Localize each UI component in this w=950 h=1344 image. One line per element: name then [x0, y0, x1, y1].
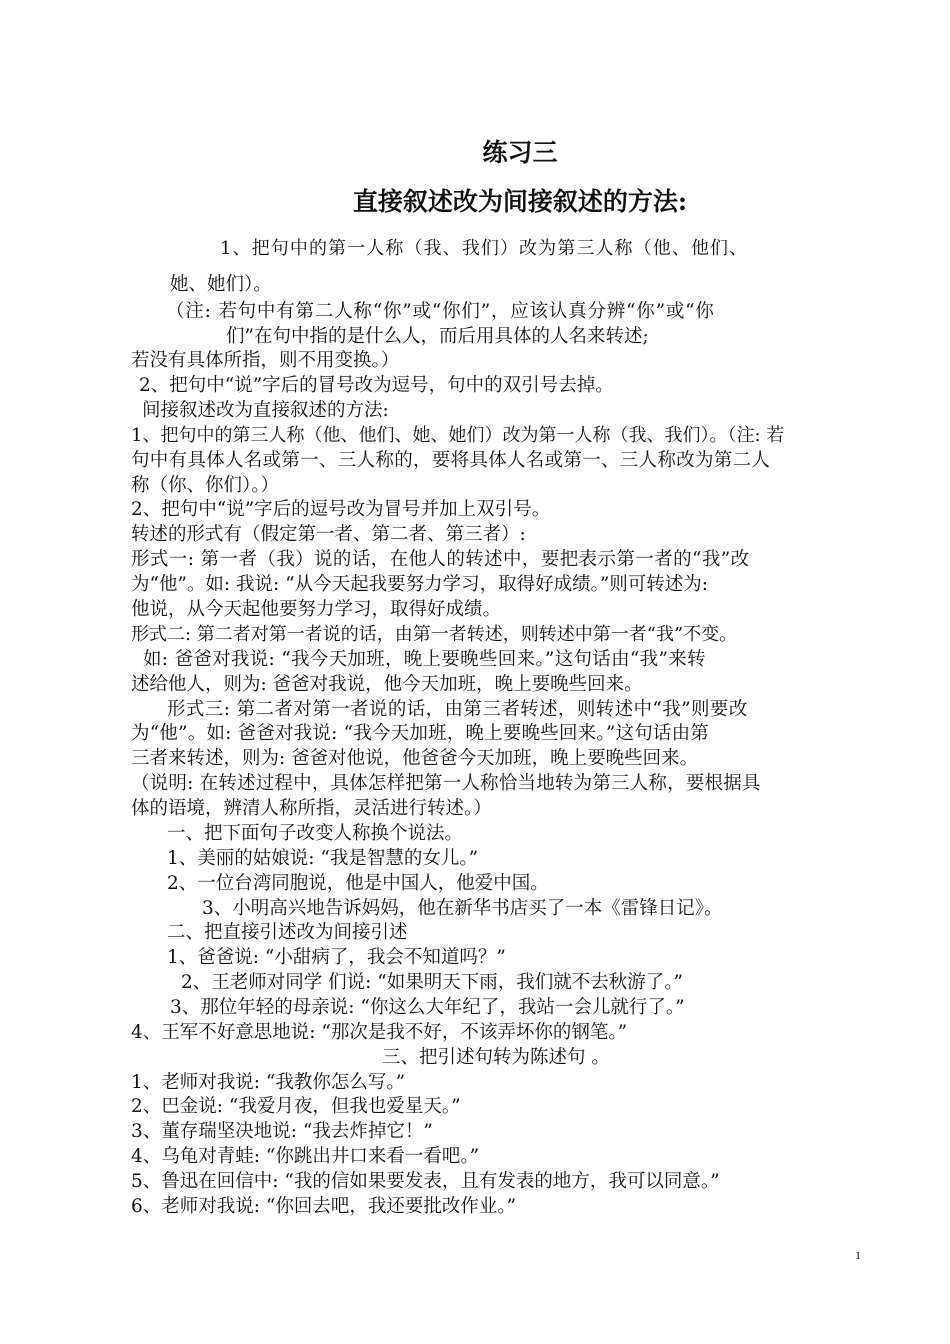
text-line: 体的语境，辨清人称所指，灵活进行转述。）	[131, 798, 492, 819]
page-title: 练习三	[482, 138, 558, 167]
text-line: 3、董存瑞坚决地说: “我去炸掉它！”	[131, 1121, 433, 1142]
page-subtitle: 直接叙述改为间接叙述的方法:	[352, 187, 688, 216]
text-line: 3、小明高兴地告诉妈妈，他在新华书店买了一本《雷锋日记》。	[202, 898, 723, 919]
text-line: 述给他人，则为: 爸爸对我说，他今天加班，晚上要晚些回来。	[131, 674, 643, 695]
text-line: 称（你、你们）。）	[131, 475, 280, 496]
text-line: 形式三: 第二者对第一者说的话，由第三者转述，则转述中“我”则要改	[167, 699, 748, 720]
text-line: 2、把句中“说”字后的逗号改为冒号并加上双引号。	[131, 499, 551, 520]
text-line: （注: 若句中有第二人称“你”或“你们”，应该认真分辨“你”或“你	[166, 301, 715, 322]
text-line: 三、把引述句转为陈述句 。	[382, 1047, 610, 1068]
text-line: 2、把句中“说”字后的冒号改为逗号，句中的双引号去掉。	[139, 375, 614, 396]
text-line: 间接叙述改为直接叙述的方法:	[142, 400, 389, 421]
text-line: 形式二: 第二者对第一者说的话，由第一者转述，则转述中第一者“我”不变。	[131, 624, 738, 645]
text-line: 2、巴金说: “我爱月夜，但我也爱星天。”	[131, 1096, 461, 1117]
text-line: 1、把句中的第三人称（他、他们、她、她们）改为第一人称（我、我们）。（注: 若	[131, 425, 785, 446]
text-line: 4、王军不好意思地说: “那次是我不好，不该弄坏你的钢笔。”	[131, 1022, 628, 1043]
text-line: 一、把下面句子改变人称换个说法。	[167, 823, 464, 844]
text-line: 们”在句中指的是什么人，而后用具体的人名来转述;	[226, 326, 649, 347]
text-line: 她、她们）。	[170, 274, 272, 295]
text-line: 转述的形式有（假定第一者、第二者、第三者）:	[131, 524, 526, 545]
text-line: 二、把直接引述改为间接引述	[167, 922, 408, 943]
text-line: 2、王老师对同学 们说: “如果明天下雨，我们就不去秋游了。”	[181, 972, 683, 993]
text-line: 1、把句中的第一人称（我、我们）改为第三人称（他、他们、	[220, 238, 749, 259]
text-line: 若没有具体所指，则不用变换。）	[131, 350, 400, 371]
text-line: 2、一位台湾同胞说，他是中国人，他爱中国。	[167, 873, 549, 894]
text-line: 为“他”。如: 爸爸对我说: “我今天加班，晚上要晚些回来。”这句话由第	[131, 723, 710, 744]
text-line: 3、那位年轻的母亲说: “你这么大年纪了，我站一会儿就行了。”	[170, 997, 685, 1018]
text-line: 1、爸爸说: “小甜病了，我会不知道吗？”	[167, 947, 506, 968]
text-line: （说明: 在转述过程中，具体怎样把第一人称恰当地转为第三人称，要根据具	[131, 773, 761, 794]
text-line: 6、老师对我说: “你回去吧，我还要批改作业。”	[131, 1196, 517, 1217]
text-line: 5、鲁迅在回信中: “我的信如果要发表，且有发表的地方，我可以同意。”	[131, 1171, 720, 1192]
text-line: 形式一: 第一者（我）说的话，在他人的转述中，要把表示第一者的“我”改	[131, 549, 750, 570]
text-line: 他说，从今天起他要努力学习，取得好成绩。	[131, 599, 502, 620]
text-line: 如: 爸爸对我说: “我今天加班，晚上要晚些回来。”这句话由“我”来转	[143, 649, 706, 670]
text-line: 三者来转述，则为: 爸爸对他说，他爸爸今天加班，晚上要晚些回来。	[131, 748, 699, 769]
text-line: 1、美丽的姑娘说: “我是智慧的女儿。”	[167, 848, 479, 869]
text-line: 句中有具体人名或第一、三人称的，要将具体人名或第一、三人称改为第二人	[131, 450, 771, 471]
text-line: 4、乌龟对青蛙: “你跳出井口来看一看吧。”	[131, 1146, 480, 1167]
text-line: 1、老师对我说: “我教你怎么写。”	[131, 1072, 406, 1093]
text-line: 为“他”。如: 我说: “从今天起我要努力学习，取得好成绩。”则可转述为:	[131, 574, 709, 595]
page-number: 1	[855, 1248, 861, 1262]
